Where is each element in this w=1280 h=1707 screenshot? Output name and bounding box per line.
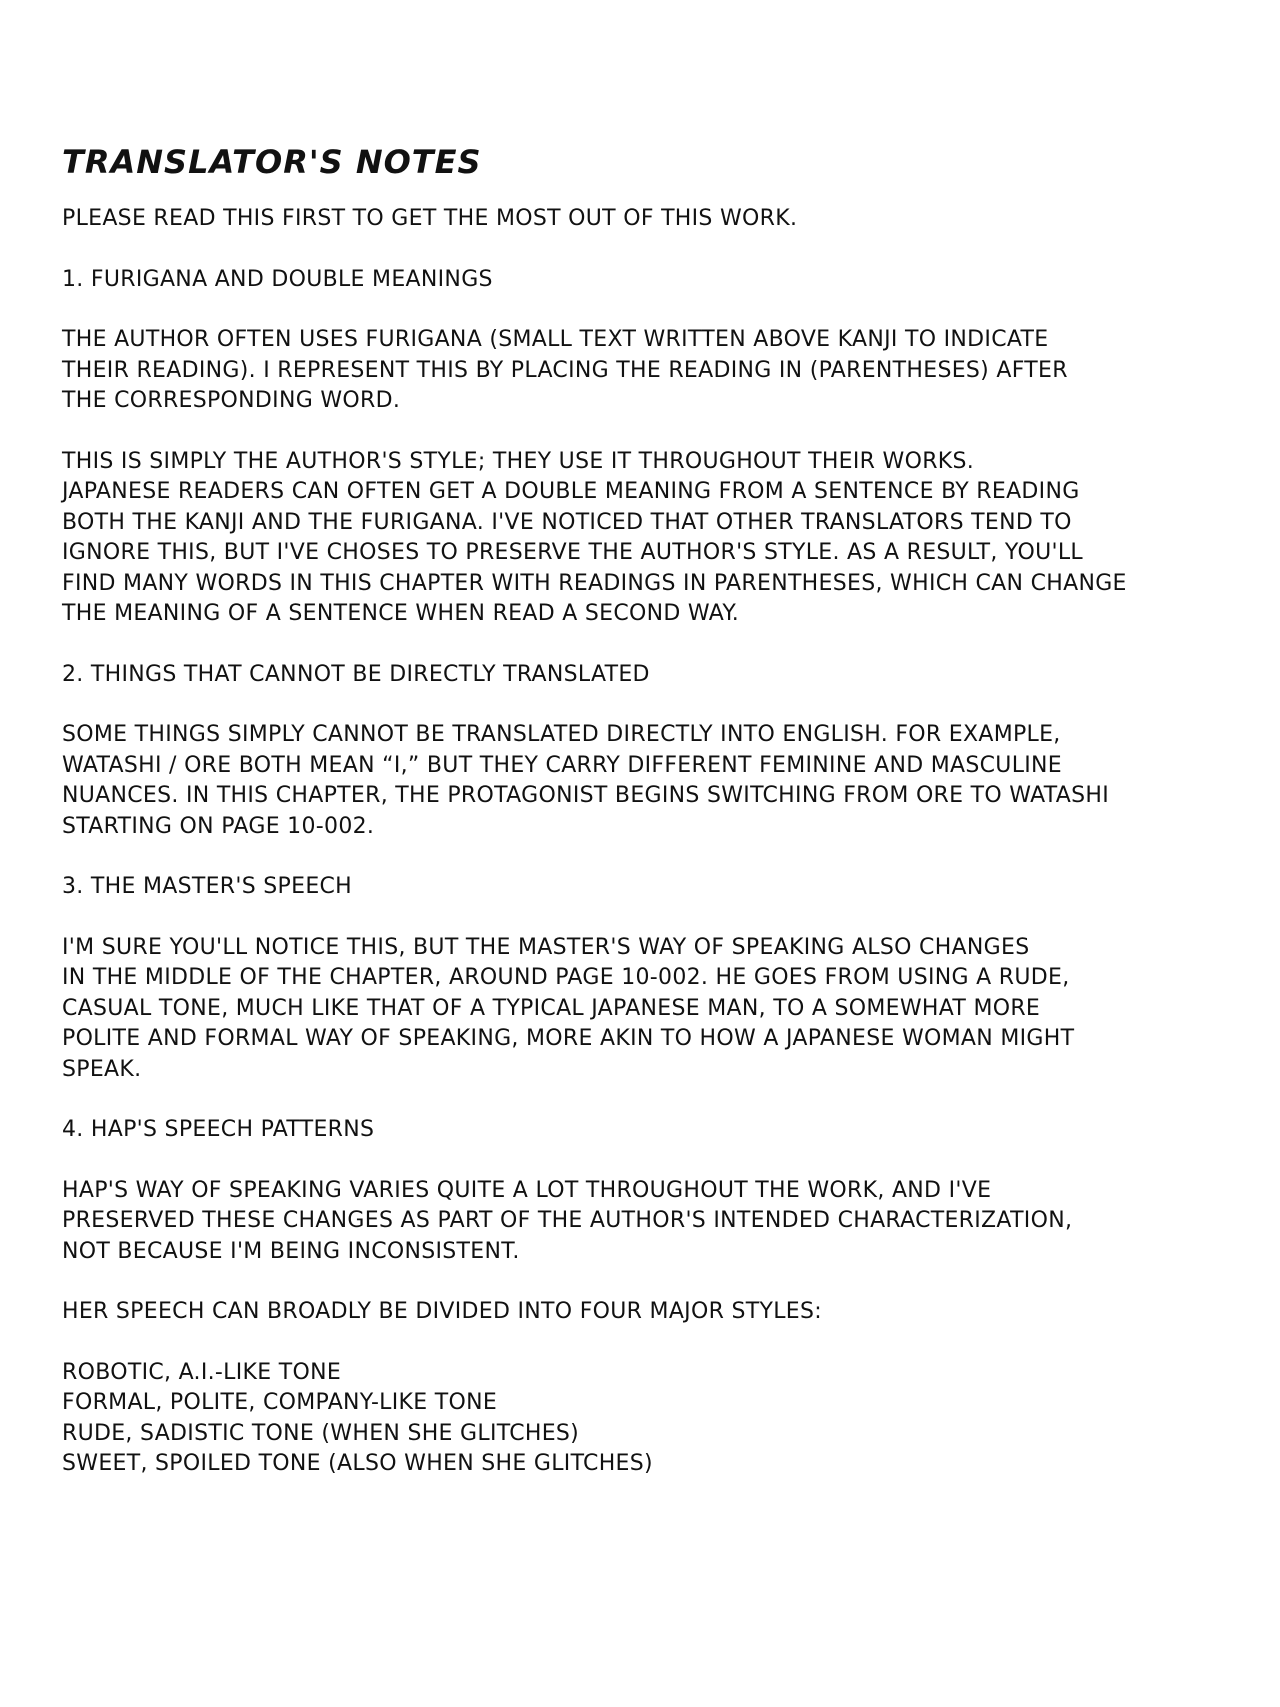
- section-heading: 1. FURIGANA AND DOUBLE MEANINGS: [62, 266, 493, 292]
- page-title: TRANSLATOR'S NOTES: [62, 143, 482, 181]
- paragraph-line: PRESERVED THESE CHANGES AS PART OF THE AUTHOR'S INTENDED CHARACTERIZATION,: [62, 1208, 1073, 1233]
- paragraph-line: ROBOTIC, A.I.-LIKE TONE: [62, 1359, 342, 1385]
- paragraph-line: THE MEANING OF A SENTENCE WHEN READ A SECOND WAY.: [62, 601, 739, 626]
- section-heading: 2. THINGS THAT CANNOT BE DIRECTLY TRANSLATED: [62, 661, 650, 687]
- paragraph-line: HER SPEECH CAN BROADLY BE DIVIDED INTO FOUR MAJOR STYLES:: [62, 1299, 822, 1324]
- intro-paragraph: [62, 204, 1242, 235]
- notes-sections: [62, 265, 1242, 1480]
- paragraph: [62, 1297, 1242, 1328]
- paragraph-line: THEIR READING). I REPRESENT THIS BY PLACING THE READING IN (PARENTHESES) AFTER: [62, 357, 1068, 383]
- paragraph-line: SPEAK.: [62, 1056, 142, 1082]
- paragraph-line: IN THE MIDDLE OF THE CHAPTER, AROUND PAGE 10-002. HE GOES FROM USING A RUDE,: [62, 965, 1070, 990]
- paragraph-line: FORMAL, POLITE, COMPANY-LIKE TONE: [62, 1390, 498, 1415]
- paragraph-line: I'M SURE YOU'LL NOTICE THIS, BUT THE MASTER'S WAY OF SPEAKING ALSO CHANGES: [62, 934, 1030, 960]
- intro-line: PLEASE READ THIS FIRST TO GET THE MOST OUT OF THIS WORK.: [62, 206, 798, 231]
- paragraph: [62, 1176, 1242, 1268]
- paragraph-line: FIND MANY WORDS IN THIS CHAPTER WITH READINGS IN PARENTHESES, WHICH CAN CHANGE: [62, 570, 1127, 596]
- paragraph-line: SOME THINGS SIMPLY CANNOT BE TRANSLATED DIRECTLY INTO ENGLISH. FOR EXAMPLE,: [62, 722, 1061, 747]
- paragraph-line: STARTING ON PAGE 10-002.: [62, 813, 375, 839]
- paragraph-line: BOTH THE KANJI AND THE FURIGANA. I'VE NOTICED THAT OTHER TRANSLATORS TEND TO: [62, 509, 1072, 535]
- paragraph-line: IGNORE THIS, BUT I'VE CHOSES TO PRESERVE THE AUTHOR'S STYLE. AS A RESULT, YOU'LL: [62, 540, 1083, 565]
- paragraph-line: HAP'S WAY OF SPEAKING VARIES QUITE A LOT THROUGHOUT THE WORK, AND I'VE: [62, 1177, 992, 1203]
- translator-notes-page: [62, 142, 1242, 1510]
- paragraph-line: POLITE AND FORMAL WAY OF SPEAKING, MORE AKIN TO HOW A JAPANESE WOMAN MIGHT: [62, 1026, 1075, 1051]
- paragraph-line: THE AUTHOR OFTEN USES FURIGANA (SMALL TEXT WRITTEN ABOVE KANJI TO INDICATE: [62, 327, 1049, 352]
- paragraph-line: RUDE, SADISTIC TONE (WHEN SHE GLITCHES): [62, 1420, 580, 1446]
- paragraph-line: WATASHI / ORE BOTH MEAN “I,” BUT THEY CARRY DIFFERENT FEMININE AND MASCULINE: [62, 752, 1062, 778]
- paragraph-line: CASUAL TONE, MUCH LIKE THAT OF A TYPICAL JAPANESE MAN, TO A SOMEWHAT MORE: [62, 995, 1041, 1021]
- paragraph-line: SWEET, SPOILED TONE (ALSO WHEN SHE GLITCHES): [62, 1451, 653, 1476]
- paragraph-line: THIS IS SIMPLY THE AUTHOR'S STYLE; THEY USE IT THROUGHOUT THEIR WORKS.: [62, 448, 975, 474]
- paragraph: [62, 720, 1242, 842]
- section-heading-block: [62, 1115, 1242, 1146]
- paragraph-line: THE CORRESPONDING WORD.: [62, 388, 401, 413]
- paragraph-line: JAPANESE READERS CAN OFTEN GET A DOUBLE MEANING FROM A SENTENCE BY READING: [62, 479, 1080, 504]
- section-heading: 4. HAP'S SPEECH PATTERNS: [62, 1117, 375, 1142]
- section-heading-block: [62, 660, 1242, 691]
- paragraph-line: NOT BECAUSE I'M BEING INCONSISTENT.: [62, 1238, 520, 1264]
- paragraph: [62, 933, 1242, 1086]
- section-heading-block: [62, 872, 1242, 903]
- paragraph: [62, 1358, 1242, 1480]
- paragraph-line: NUANCES. IN THIS CHAPTER, THE PROTAGONIST BEGINS SWITCHING FROM ORE TO WATASHI: [62, 783, 1110, 808]
- section-heading: 3. THE MASTER'S SPEECH: [62, 874, 353, 899]
- paragraph: [62, 325, 1242, 417]
- section-heading-block: [62, 265, 1242, 296]
- paragraph: [62, 447, 1242, 630]
